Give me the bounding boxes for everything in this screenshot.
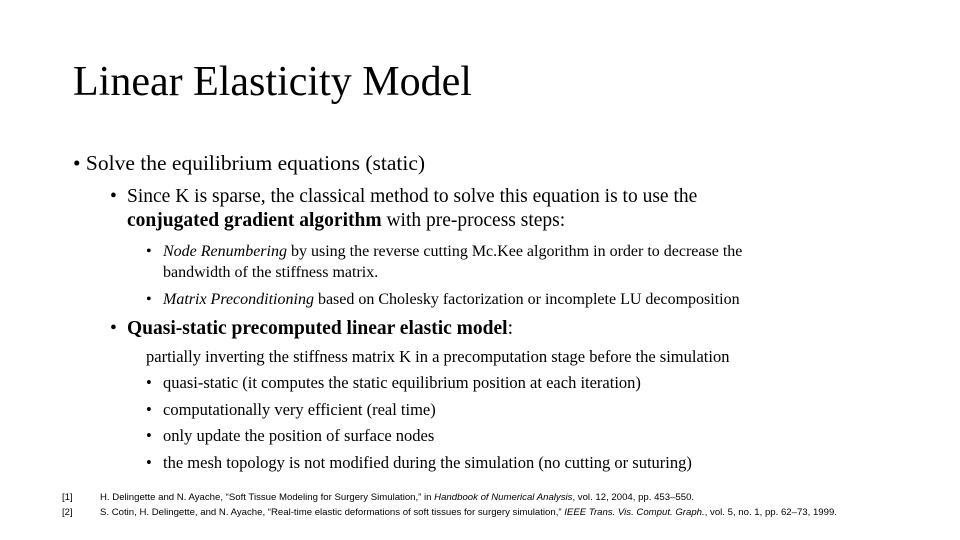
bullet-marker: • — [73, 151, 81, 175]
bullet-marker: • — [110, 318, 117, 339]
list-item-text: quasi-static (it computes the static equilibrium position at each iteration) — [163, 373, 641, 392]
bullet-text-cont: with pre-process steps: — [381, 210, 566, 231]
italic-term: Node Renumbering — [163, 243, 287, 260]
reference-text — [100, 505, 837, 521]
reference-authors: H. Delingette and N. Ayache, “Soft Tissue Modeling for Surgery Simulation,” in — [100, 492, 435, 503]
italic-term: Matrix Preconditioning — [163, 291, 314, 308]
bullet-level2 — [110, 185, 697, 233]
bold-term: Quasi-static precomputed linear elastic model — [127, 318, 508, 339]
list-item — [146, 397, 692, 424]
list-item — [146, 423, 692, 450]
bullet-level1 — [73, 150, 425, 176]
reference-number: [2] — [62, 507, 73, 518]
bullet-level3 — [146, 241, 742, 283]
bullet-level3 — [146, 289, 740, 310]
bullet-text: Since K is sparse, the classical method to solve this equation is to use the — [127, 186, 698, 207]
bullet-marker: • — [146, 452, 152, 472]
reference-authors: S. Cotin, H. Delingette, and N. Ayache, “Real-time elastic deformations of soft tissues for surgery simulation,” — [100, 507, 565, 518]
colon: : — [507, 318, 513, 339]
reference-number: [1] — [62, 492, 73, 503]
list-item — [146, 370, 692, 397]
reference-source: Handbook of Numerical Analysis — [434, 492, 573, 503]
bullet-text: Solve the equilibrium equations (static) — [85, 151, 426, 175]
sub-list — [146, 370, 692, 476]
reference-source: IEEE Trans. Vis. Comput. Graph. — [564, 507, 705, 518]
bullet-text: based on Cholesky factorization or incomplete LU decomposition — [313, 291, 740, 308]
bullet-marker: • — [110, 186, 117, 207]
reference-details: , vol. 5, no. 1, pp. 62–73, 1999. — [704, 507, 837, 518]
list-item-text: computationally very efficient (real time) — [163, 399, 436, 419]
list-item — [146, 450, 692, 477]
bullet-marker: • — [146, 426, 152, 445]
sub-intro: partially inverting the stiffness matrix K in a precomputation stage before the simulation — [146, 347, 730, 366]
bullet-marker: • — [146, 291, 152, 308]
bullet-marker: • — [146, 373, 152, 392]
list-item-text: the mesh topology is not modified during the simulation (no cutting or suturing) — [163, 452, 692, 472]
bullet-marker: • — [146, 399, 152, 419]
bullet-text-cont: bandwidth of the stiffness matrix. — [163, 264, 379, 281]
bold-term: conjugated gradient algorithm — [127, 210, 382, 231]
reference-details: , vol. 12, 2004, pp. 453–550. — [572, 492, 695, 503]
bullet-marker: • — [146, 243, 152, 260]
slide-title: Linear Elasticity Model — [73, 59, 472, 105]
bullet-text: by using the reverse cutting Mc.Kee algorithm in order to decrease the — [286, 243, 743, 260]
list-item-text: only update the position of surface nodes — [163, 426, 435, 445]
reference-text — [100, 490, 694, 506]
bullet-level2 — [110, 316, 513, 342]
